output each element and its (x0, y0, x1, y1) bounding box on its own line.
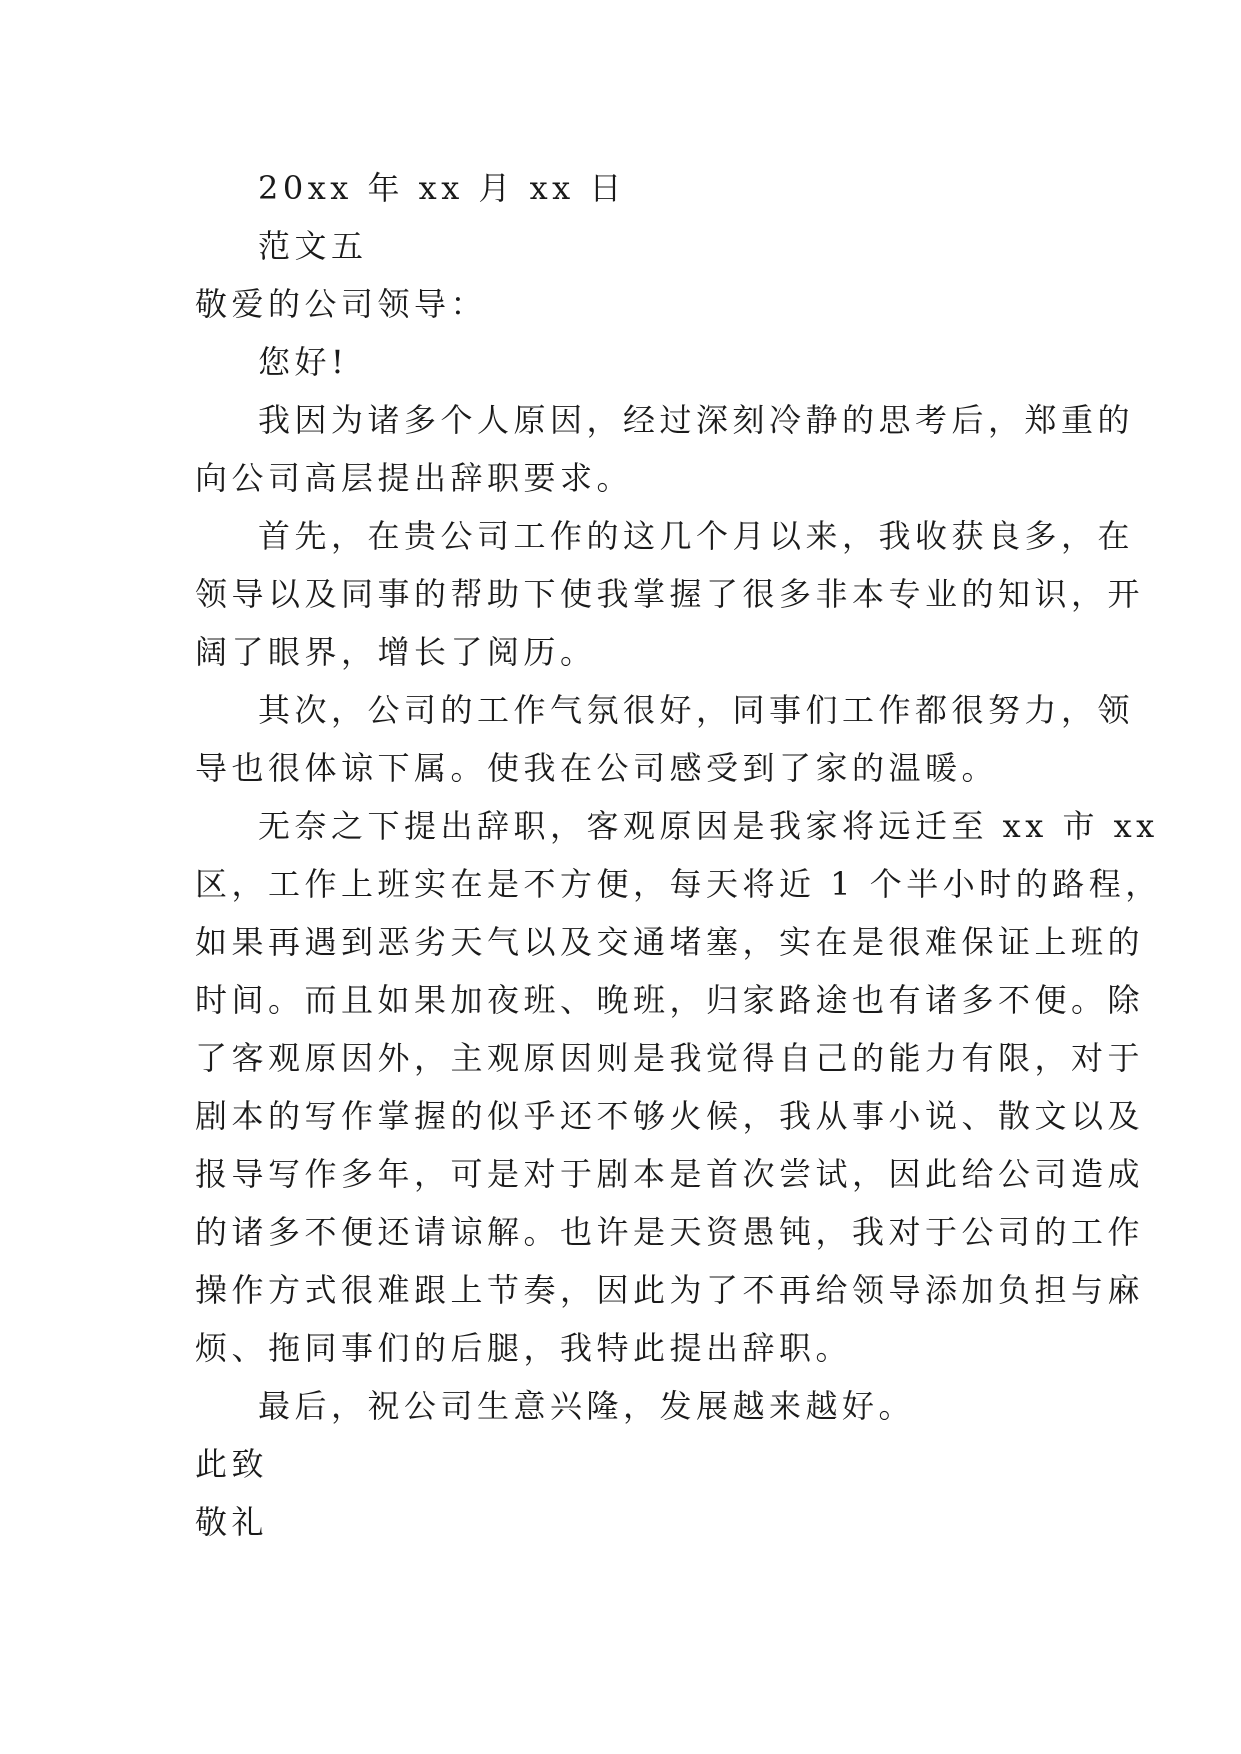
paragraph-line: 如果再遇到恶劣天气以及交通堵塞，实在是很难保证上班的 (195, 923, 1145, 961)
paragraph-line: 报导写作多年，可是对于剧本是首次尝试，因此给公司造成 (195, 1155, 1145, 1193)
paragraph-line: 区，工作上班实在是不方便，每天将近 1 个半小时的路程， (195, 865, 1162, 903)
paragraph-line: 阔了眼界，增长了阅历。 (195, 633, 597, 671)
paragraph-line: 导也很体谅下属。使我在公司感受到了家的温暖。 (195, 749, 999, 787)
paragraph-line: 时间。而且如果加夜班、晚班，归家路途也有诸多不便。除 (195, 981, 1145, 1019)
closing-line: 此致 (195, 1445, 269, 1483)
paragraph-line: 无奈之下提出辞职，客观原因是我家将远迁至 xx 市 xx (258, 807, 1159, 845)
paragraph-line: 了客观原因外，主观原因则是我觉得自己的能力有限，对于 (195, 1039, 1145, 1077)
paragraph-line: 首先，在贵公司工作的这几个月以来，我收获良多，在 (258, 517, 1135, 555)
greeting: 您好! (258, 343, 349, 381)
paragraph-line: 的诸多不便还请谅解。也许是天资愚钝，我对于公司的工作 (195, 1213, 1145, 1251)
paragraph-line: 领导以及同事的帮助下使我掌握了很多非本专业的知识，开 (195, 575, 1145, 613)
paragraph-line: 其次，公司的工作气氛很好，同事们工作都很努力，领 (258, 691, 1135, 729)
salutation: 敬爱的公司领导： (195, 285, 488, 323)
date-line: 20xx 年 xx 月 xx 日 (258, 169, 626, 207)
paragraph-line: 剧本的写作掌握的似乎还不够火候，我从事小说、散文以及 (195, 1097, 1145, 1135)
section-title: 范文五 (258, 227, 368, 265)
paragraph-line: 烦、拖同事们的后腿，我特此提出辞职。 (195, 1329, 853, 1367)
paragraph-line: 向公司高层提出辞职要求。 (195, 459, 634, 497)
paragraph-line: 最后，祝公司生意兴隆，发展越来越好。 (258, 1387, 916, 1425)
paragraph-line: 操作方式很难跟上节奏，因此为了不再给领导添加负担与麻 (195, 1271, 1145, 1309)
paragraph-line: 我因为诸多个人原因，经过深刻冷静的思考后，郑重的 (258, 401, 1135, 439)
closing-line: 敬礼 (195, 1503, 269, 1541)
